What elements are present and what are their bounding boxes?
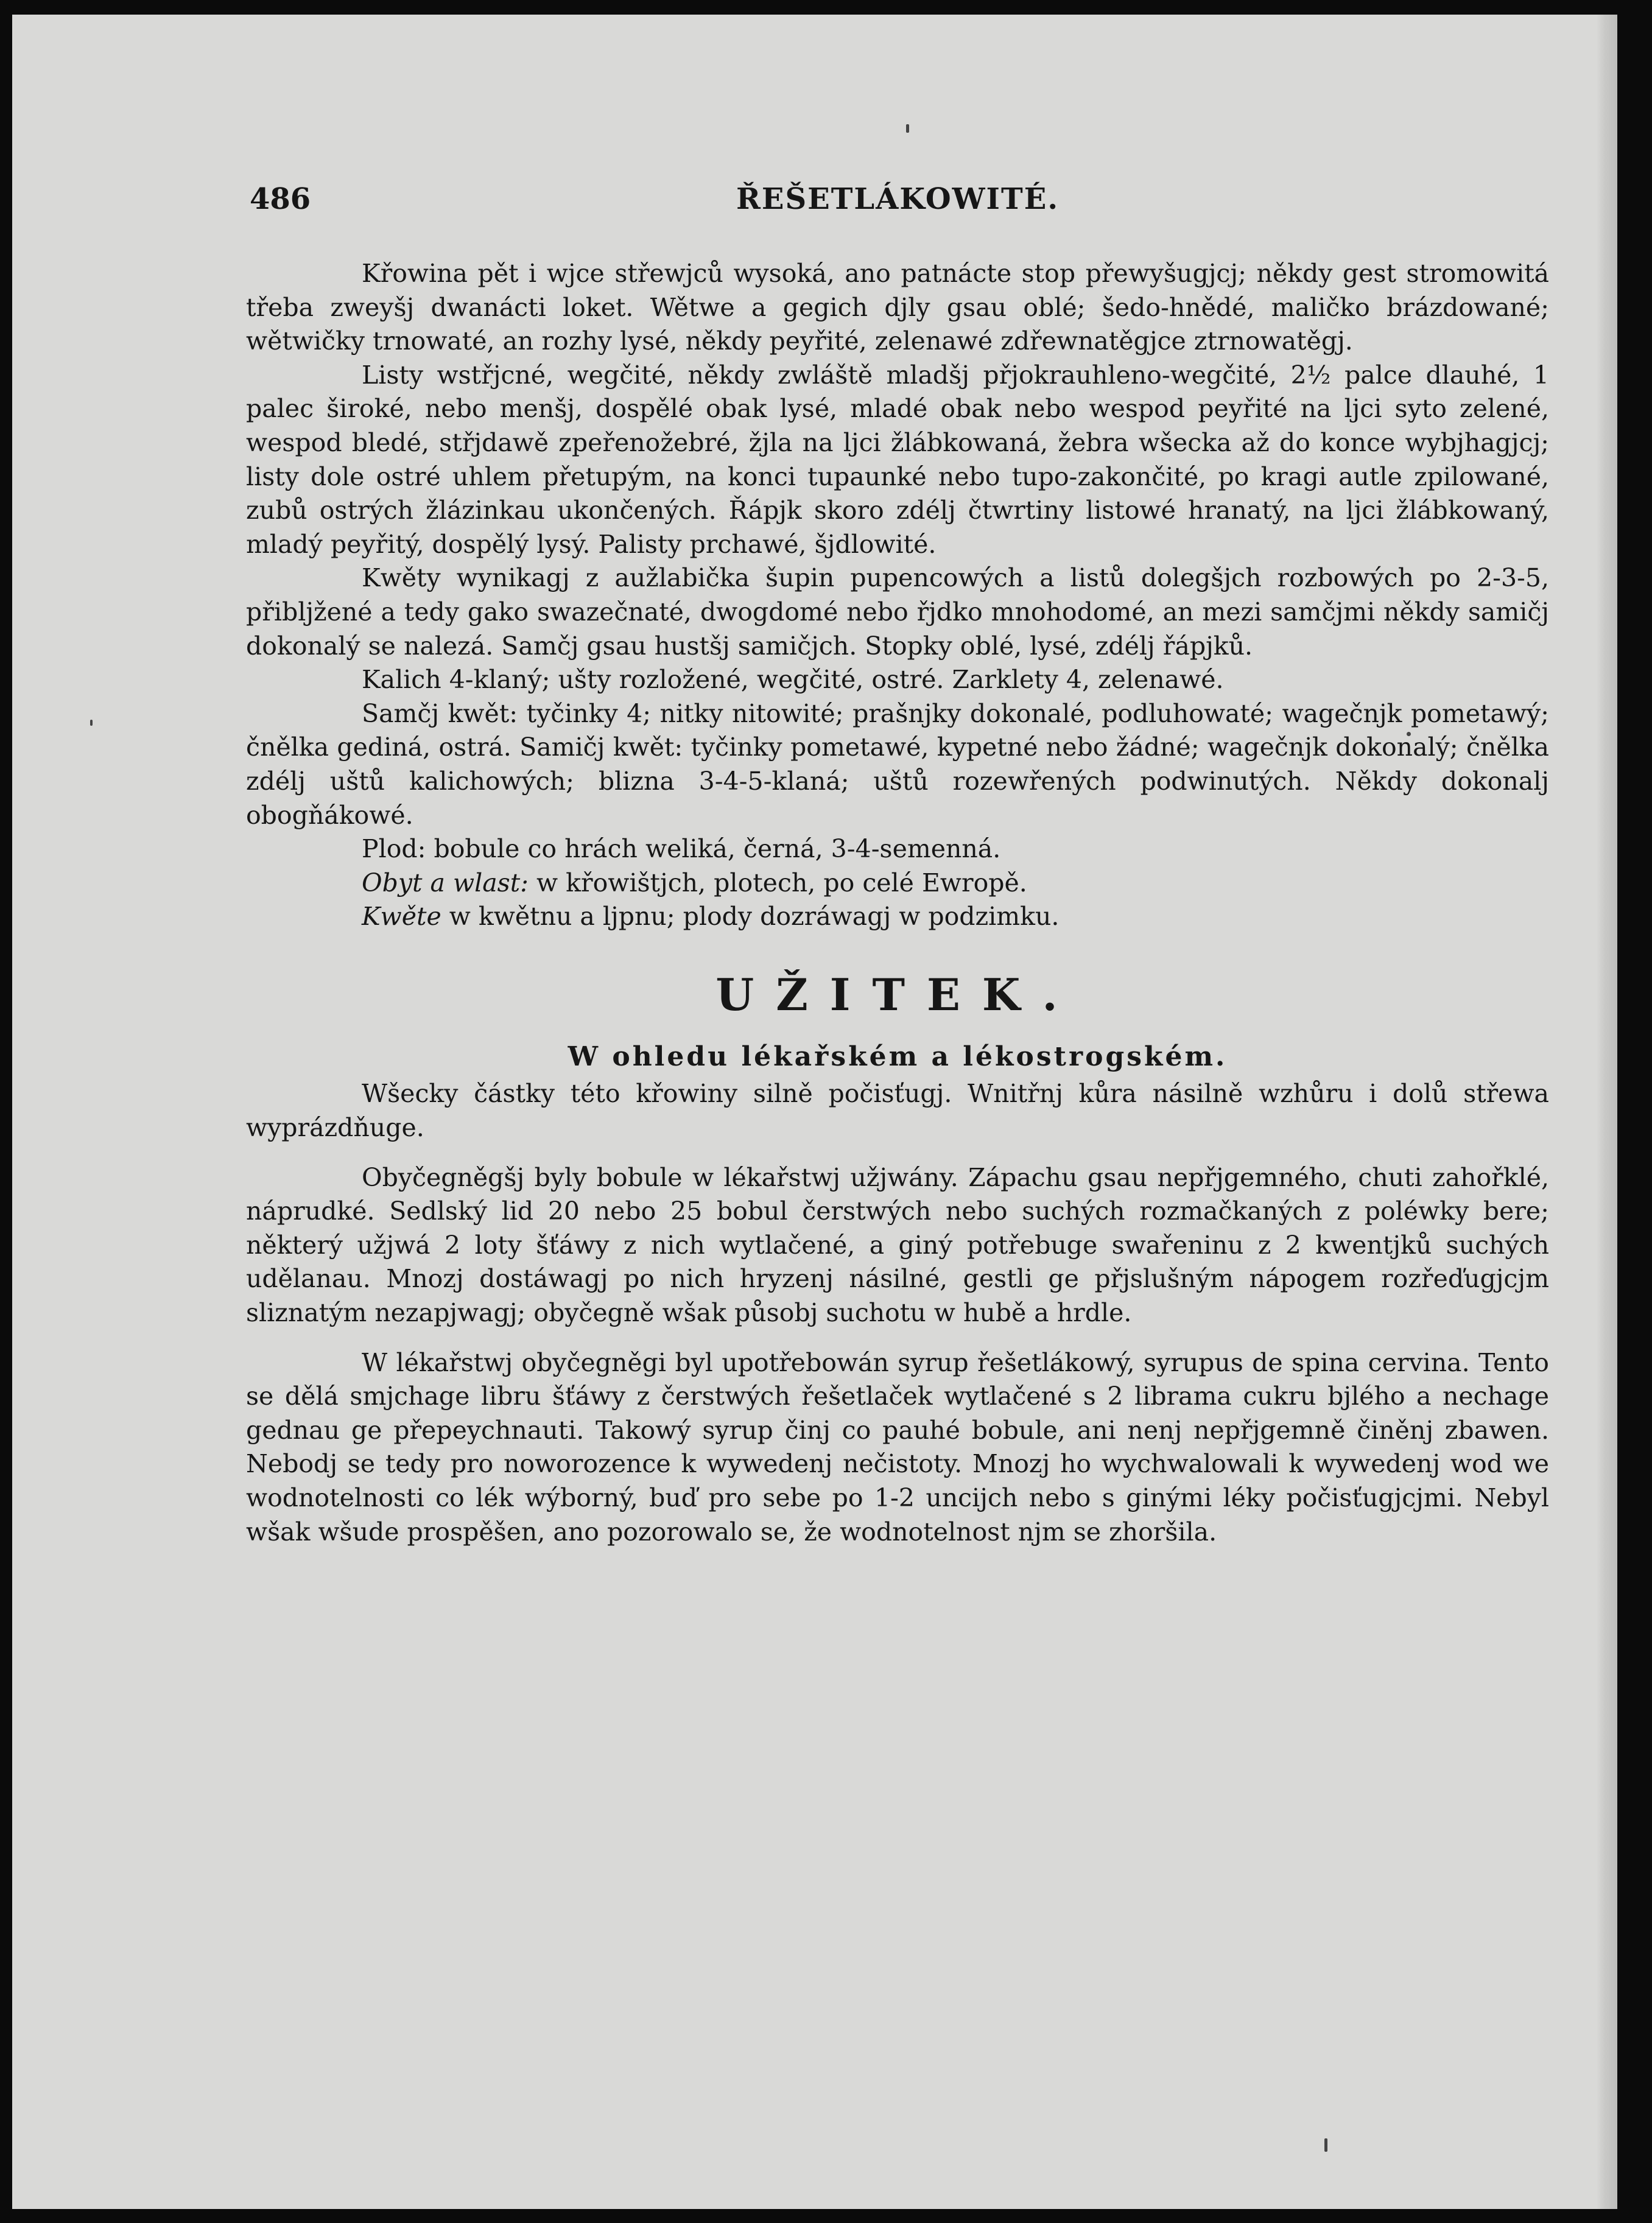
flowering-text: w kwětnu a ljpnu; plody dozráwagj w podzimku. [441, 902, 1060, 932]
page-number: 486 [250, 182, 311, 216]
scanned-page [12, 15, 1617, 2209]
flowering-label: Kwěte [362, 902, 441, 932]
page-content [246, 178, 1549, 1549]
section-title: UŽITEK. [715, 968, 1080, 1020]
subsection-title: W ohledu lékařském a lékostrogském. [568, 1041, 1228, 1072]
page-edge-shadow [1597, 15, 1617, 2209]
habitat-label: Obyt a wlast: [362, 868, 529, 897]
description-male-female-flower: Samčj kwět: tyčinky 4; nitky nitowité; prašnjky dokonalé, podluhowaté; wagečnjk pometawý; čnělka gediná, ostrá. Samičj kwět: tyčinky pometawé, kypetné nebo žádné; wagečnjk dokonalý; čnělka zdélj uštů kalichowých; blizna 3-4-5-klaná; uštů rozewřených podwinutých. Někdy dokonalj obogňákowé. [246, 698, 1549, 830]
description-flowers: Kwěty wynikagj z aužlabička šupin pupencowých a listů dolegšjch rozbowých po 2-3-5, přibljžené a tedy gako swazečnaté, dwogdomé nebo řjdko mnohodomé, an mezi samčjmi někdy samičj dokonalý se nalezá. Samčj gsau hustšj samičjch. Stopky oblé, lysé, zdélj řápjků. [246, 563, 1549, 661]
usage-paragraph: Obyčegněgšj byly bobule w lékařstwj užjwány. Zápachu gsau nepřjgemného, chuti zahořklé, náprudké. Sedlský lid 20 nebo 25 bobul čerstwých nebo suchých rozmačkaných z poléwky bere; některý užjwá 2 loty šťáwy z nich wytlačené, a giný potřebuge swařeninu z 2 kwentjků suchých udělanau. Mnozj dostáwagj po nich hryzenj násilné, gestli ge přjslušným nápogem rozřeďugjcjm sliznatým nezapjwagj; obyčegně wšak působj suchotu w hubě a hrdle. [246, 1162, 1549, 1328]
description-leaves: Listy wstřjcné, wegčité, někdy zwláště mladšj přjokrauhleno-wegčité, 2½ palce dlauhé, 1 palec široké, nebo menšj, dospělé obak lysé, mladé obak nebo wespod peyřité na ljci syto zelené, wespod bledé, střjdawě zpeřenožebré, žjla na ljci žlábkowaná, žebra wšecka až do konce wybjhagjcj; listy dole ostré uhlem přetupým, na konci tupaunké nebo tupo-zakončité, po kragi autle zpilowané, zubů ostrých žlázinkau ukončených. Řápjk skoro zdélj čtwrtiny listowé hranatý, na ljci žlábkowaný, mladý peyřitý, dospělý lysý. Palisty prchawé, šjdlowité. [246, 360, 1549, 559]
description-habitat [246, 866, 1549, 901]
page-header [246, 178, 1549, 222]
usage-paragraph: Wšecky částky této křowiny silně počisťugj. Wnitřnj kůra násilně wzhůru i dolů střewa wyprázdňuge. [246, 1079, 1549, 1143]
description-calyx: Kalich 4-klaný; ušty rozložené, wegčité, ostré. Zarklety 4, zelenawé. [362, 665, 1224, 695]
speck [906, 124, 909, 133]
description-shrub: Křowina pět i wjce střewjců wysoká, ano patnácte stop přewyšugjcj; někdy gest stromowitá třeba zweyšj dwanácti loket. Wětwe a gegich djly gsau oblé; šedo-hnědé, maličko brázdowané; wětwičky trnowaté, an rozhy lysé, někdy peyřité, zelenawé zdřewnatěgjce ztrnowatěgj. [246, 259, 1549, 356]
speck [90, 720, 93, 726]
habitat-text: w křowištjch, plotech, po celé Ewropě. [529, 868, 1027, 897]
speck [1324, 2138, 1327, 2152]
description-flowering [246, 900, 1549, 934]
running-title: ŘEŠETLÁKOWITÉ. [736, 182, 1060, 216]
description-fruit: Plod: bobule co hrách weliká, černá, 3-4-semenná. [362, 834, 1001, 864]
usage-paragraph: W lékařstwj obyčegněgi byl upotřebowán syrup řešetlákowý, syrupus de spina cervina. Tento se dělá smjchage libru šťáwy z čerstwých řešetlaček wytlačené s 2 librama cukru bjlého a nechage gednau ge přepeychnauti. Takowý syrup činj co pauhé bobule, ani nenj nepřjgemně činěnj zbawen. Nebodj se tedy pro noworozence k wywedenj nečistoty. Mnozj ho wychwalowali k wywedenj wod we wodnotelnosti co lék wýborný, buď pro sebe po 1-2 uncijch nebo s ginými léky počisťugjcjmi. Nebyl wšak wšude prospěšen, ano pozorowalo se, že wodnotelnost njm se zhoršila. [246, 1347, 1549, 1547]
